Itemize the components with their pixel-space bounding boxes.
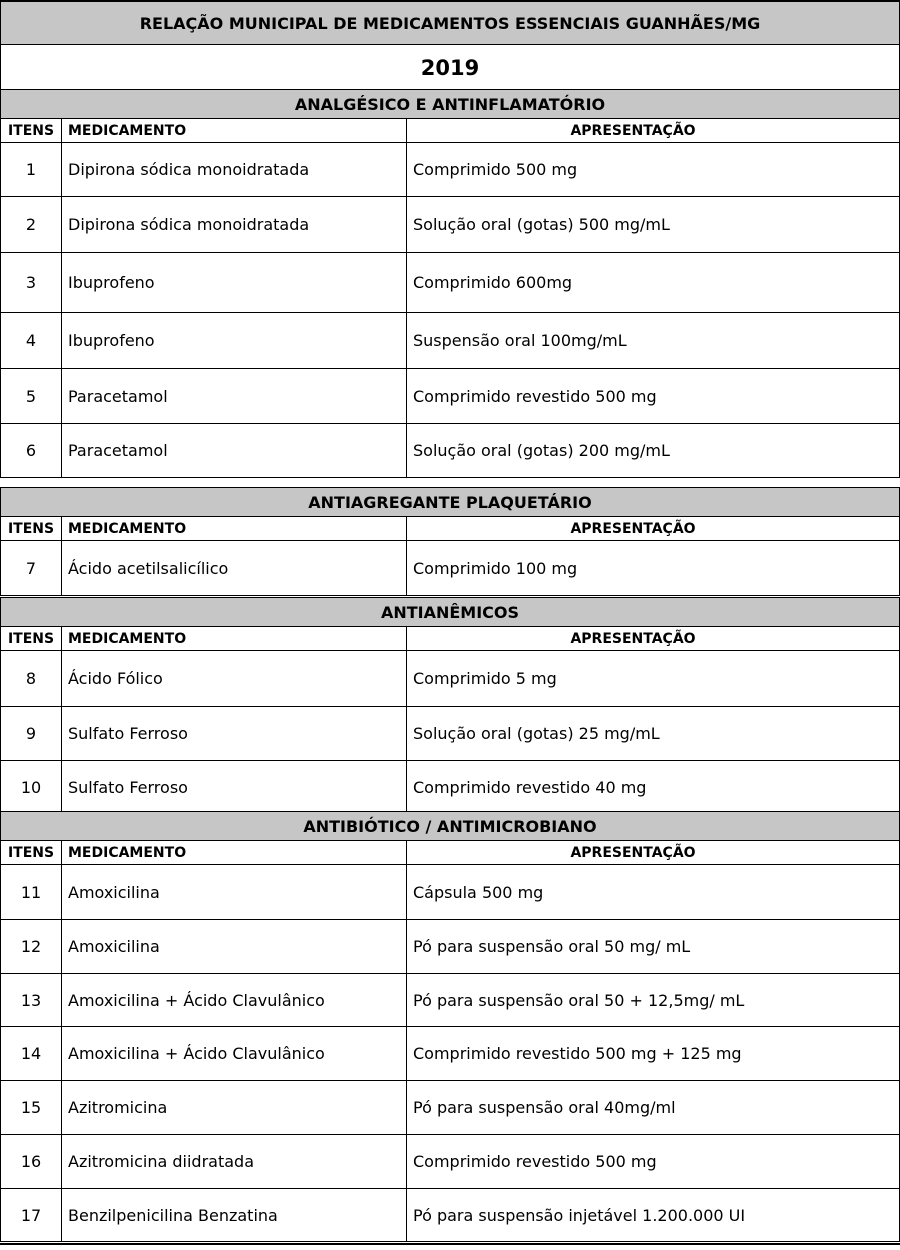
medication-presentation: Comprimido revestido 500 mg + 125 mg — [413, 1044, 742, 1063]
medication-name: Azitromicina diidratada — [62, 1135, 407, 1188]
item-number: 14 — [1, 1027, 62, 1080]
table-row — [0, 1027, 900, 1081]
medication-name: Dipirona sódica monoidratada — [62, 197, 407, 252]
medication-name: Sulfato Ferroso — [62, 707, 407, 760]
medication-presentation: Comprimido 100 mg — [413, 558, 578, 578]
header-itens: ITENS — [1, 627, 62, 650]
medication-presentation: Solução oral (gotas) 500 mg/mL — [413, 215, 670, 234]
medication-presentation: Cápsula 500 mg — [413, 882, 544, 902]
item-number: 17 — [1, 1189, 62, 1241]
item-number: 12 — [1, 920, 62, 973]
item-number: 7 — [1, 541, 62, 595]
medication-presentation: Comprimido revestido 40 mg — [413, 777, 647, 797]
header-itens: ITENS — [1, 517, 62, 540]
medication-presentation: Pó para suspensão injetável 1.200.000 UI — [413, 1205, 746, 1225]
section-heading: ANTIANÊMICOS — [0, 597, 900, 627]
table-row — [0, 253, 900, 313]
table-row — [0, 920, 900, 974]
section-heading: ANALGÉSICO E ANTINFLAMATÓRIO — [0, 89, 900, 119]
medication-presentation: Pó para suspensão oral 40mg/ml — [413, 1098, 676, 1117]
item-number: 8 — [1, 651, 62, 706]
header-medicamento: MEDICAMENTO — [62, 841, 407, 864]
item-number: 5 — [1, 369, 62, 423]
medication-name: Amoxicilina — [62, 920, 407, 973]
medication-name: Amoxicilina + Ácido Clavulânico — [62, 1027, 407, 1080]
table-bottom-border — [0, 1243, 900, 1245]
table-row — [0, 707, 900, 761]
medication-presentation: Comprimido 600mg — [413, 273, 573, 292]
medication-name: Dipirona sódica monoidratada — [62, 143, 407, 196]
table-row — [0, 1081, 900, 1135]
table-row — [0, 369, 900, 424]
medication-presentation: Pó para suspensão oral 50 + 12,5mg/ mL — [413, 990, 745, 1010]
item-number: 3 — [1, 253, 62, 312]
table-row — [0, 197, 900, 253]
item-number: 15 — [1, 1081, 62, 1134]
column-header-row — [0, 517, 900, 541]
item-number: 4 — [1, 313, 62, 368]
table-row — [0, 974, 900, 1027]
medication-presentation: Solução oral (gotas) 200 mg/mL — [413, 441, 670, 460]
table-row — [0, 424, 900, 478]
table-row — [0, 865, 900, 920]
medication-presentation: Comprimido 5 mg — [413, 669, 557, 688]
medication-name: Ácido Fólico — [62, 651, 407, 706]
section-heading: ANTIBIÓTICO / ANTIMICROBIANO — [0, 811, 900, 841]
table-row — [0, 541, 900, 596]
header-medicamento: MEDICAMENTO — [62, 517, 407, 540]
item-number: 10 — [1, 761, 62, 813]
header-apresentacao: APRESENTAÇÃO — [570, 844, 696, 861]
section-heading: ANTIAGREGANTE PLAQUETÁRIO — [0, 487, 900, 517]
header-itens: ITENS — [1, 119, 62, 142]
medication-name: Amoxicilina + Ácido Clavulânico — [62, 974, 407, 1026]
medication-presentation: Comprimido 500 mg — [413, 160, 578, 179]
header-apresentacao: APRESENTAÇÃO — [570, 630, 696, 647]
item-number: 16 — [1, 1135, 62, 1188]
header-itens: ITENS — [1, 841, 62, 864]
medication-name: Paracetamol — [62, 424, 407, 477]
medication-name: Amoxicilina — [62, 865, 407, 919]
document-year: 2019 — [0, 45, 900, 89]
medication-presentation: Suspensão oral 100mg/mL — [413, 331, 627, 350]
medication-presentation: Comprimido revestido 500 mg — [413, 1152, 657, 1171]
medication-presentation: Comprimido revestido 500 mg — [413, 386, 657, 406]
medication-name: Azitromicina — [62, 1081, 407, 1134]
table-row — [0, 143, 900, 197]
item-number: 13 — [1, 974, 62, 1026]
medication-name: Ibuprofeno — [62, 313, 407, 368]
document-title: RELAÇÃO MUNICIPAL DE MEDICAMENTOS ESSENCIAIS GUANHÃES/MG — [0, 0, 900, 45]
header-apresentacao: APRESENTAÇÃO — [570, 520, 696, 537]
medication-name: Benzilpenicilina Benzatina — [62, 1189, 407, 1241]
column-header-row — [0, 841, 900, 865]
table-row — [0, 651, 900, 707]
header-medicamento: MEDICAMENTO — [62, 119, 407, 142]
item-number: 11 — [1, 865, 62, 919]
table-row — [0, 761, 900, 814]
medication-name: Paracetamol — [62, 369, 407, 423]
table-row — [0, 313, 900, 369]
header-apresentacao: APRESENTAÇÃO — [570, 122, 696, 139]
medication-name: Sulfato Ferroso — [62, 761, 407, 813]
item-number: 6 — [1, 424, 62, 477]
medication-presentation: Solução oral (gotas) 25 mg/mL — [413, 724, 660, 743]
medication-presentation: Pó para suspensão oral 50 mg/ mL — [413, 937, 691, 956]
column-header-row — [0, 119, 900, 143]
item-number: 9 — [1, 707, 62, 760]
header-medicamento: MEDICAMENTO — [62, 627, 407, 650]
item-number: 2 — [1, 197, 62, 252]
medication-name: Ácido acetilsalicílico — [62, 541, 407, 595]
medication-name: Ibuprofeno — [62, 253, 407, 312]
item-number: 1 — [1, 143, 62, 196]
table-row — [0, 1189, 900, 1242]
column-header-row — [0, 627, 900, 651]
table-row — [0, 1135, 900, 1189]
